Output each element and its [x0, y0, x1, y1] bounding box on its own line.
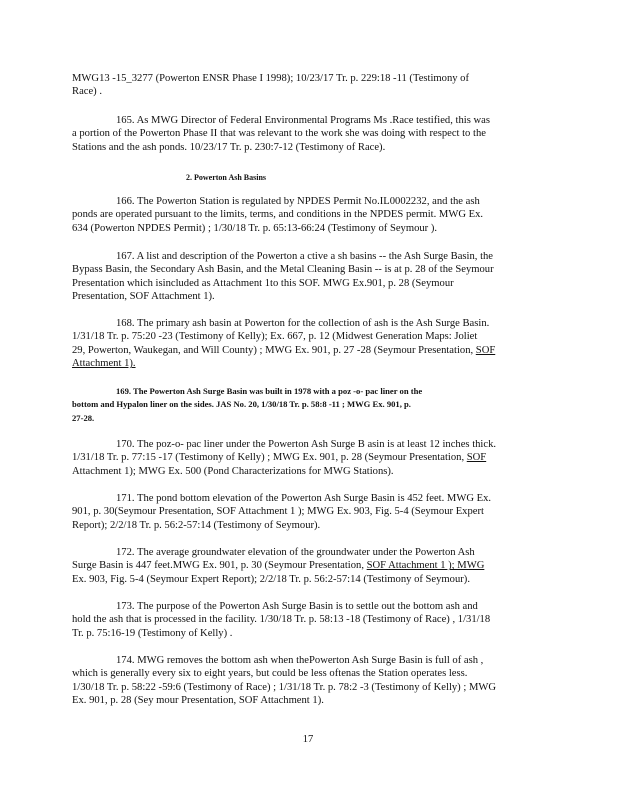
text-line: [72, 344, 544, 357]
paragraph-167: [72, 250, 544, 304]
text-line: Stations and the ash ponds. 10/23/17 Tr. p. 230:7-12 (Testimony of Race).: [72, 141, 386, 153]
text-line: 167. A list and description of the Powerton a ctive a sh basins -- the Ash Surge Basin, the: [116, 251, 494, 262]
paragraph-171: [72, 492, 544, 532]
text-line: 174. MWG removes the bottom ash when thePowerton Ash Surge Basin is full of ash ,: [116, 655, 484, 666]
text-line: 901, p. 30(Seymour Presentation, SOF Attachment 1 ); MWG Ex. 903, Fig. 5-4 (Seymour Expert: [72, 506, 484, 518]
paragraph-166: [72, 195, 544, 235]
text-line: 166. The Powerton Station is regulated by NPDES Permit No.IL0002232, and the ash: [116, 196, 480, 207]
text-line: [72, 451, 544, 464]
text-line: Bypass Basin, the Secondary Ash Basin, and the Metal Cleaning Basin -- is at p. 28 of the Seymour: [72, 264, 494, 276]
text-segment: Surge Basin is 447 feet.MWG Ex. 901, p. 30 (Seymour Presentation,: [72, 560, 364, 572]
paragraph-173: [72, 600, 544, 640]
text-line: hold the ash that is processed in the facility. 1/30/18 Tr. p. 58:13 -18 (Testimony of Race) , 1/31/18: [72, 614, 491, 626]
text-line: 171. The pond bottom elevation of the Powerton Ash Surge Basin is 452 feet. MWG Ex.: [116, 493, 492, 504]
text-line: which is generally every six to eight years, but could be less oftenas the Station operates less.: [72, 668, 468, 680]
text-line: Presentation which isincluded as Attachment 1to this SOF. MWG Ex.901, p. 28 (Seymour: [72, 277, 454, 289]
text-line: a portion of the Powerton Phase II that was relevant to the work she was doing with respect to the: [72, 128, 486, 140]
text-line: ponds are operated pursuant to the limits, terms, and conditions in the NPDES permit. MWG Ex.: [72, 209, 484, 221]
text-line: Race) .: [72, 86, 102, 98]
text-line: 1/30/18 Tr. p. 58:22 -59:6 (Testimony of Race) ; 1/31/18 Tr. p. 78:2 -3 (Testimony of Kelly) ; MWG: [72, 681, 497, 693]
sof-underlined: SOF Attachment 1 ); MWG: [366, 560, 485, 572]
text-segment: 1/31/18 Tr. p. 77:15 -17 (Testimony of Kelly) ; MWG Ex. 901, p. 28 (Seymour Presentation,: [72, 452, 465, 464]
paragraph-165: [72, 114, 544, 154]
section-heading: 2. Powerton Ash Basins: [186, 173, 267, 182]
text-line: 1/31/18 Tr. p. 75:20 -23 (Testimony of Kelly); Ex. 667, p. 12 (Midwest Generation Maps: Joliet: [72, 331, 478, 343]
paragraph-174: [72, 654, 544, 708]
text-segment: 29, Powerton, Waukegan, and Will County) ; MWG Ex. 901, p. 27 -28 (Seymour Presentation,: [72, 344, 474, 356]
text-line: Ex. 903, Fig. 5-4 (Seymour Expert Report); 2/2/18 Tr. p. 56:2-57:14 (Testimony of Seymour).: [72, 573, 470, 585]
text-line: Attachment 1); MWG Ex. 500 (Pond Characterizations for MWG Stations).: [72, 465, 394, 477]
text-line: Report); 2/2/18 Tr. p. 56:2-57:14 (Testimony of Seymour).: [72, 519, 321, 531]
text-line: 170. The poz-o- pac liner under the Powerton Ash Surge B asin is at least 12 inches thick.: [116, 439, 497, 450]
text-line: 172. The average groundwater elevation of the groundwater under the Powerton Ash: [116, 547, 475, 558]
text-line: 168. The primary ash basin at Powerton for the collection of ash is the Ash Surge Basin.: [116, 318, 490, 329]
text-line: 27-28.: [72, 412, 95, 423]
page-number: 17: [302, 734, 314, 745]
intro-paragraph: [72, 72, 544, 99]
text-line: 173. The purpose of the Powerton Ash Surge Basin is to settle out the bottom ash and: [116, 601, 478, 612]
text-line: Attachment 1).: [72, 358, 136, 370]
text-line: [72, 559, 544, 572]
sof-underlined: SOF: [466, 452, 487, 464]
text-line: 169. The Powerton Ash Surge Basin was built in 1978 with a poz -o- pac liner on the: [116, 386, 423, 396]
paragraph-170: [72, 438, 544, 478]
text-line: Tr. p. 75:16-19 (Testimony of Kelly) .: [72, 627, 233, 639]
paragraph-169: [72, 385, 544, 425]
paragraph-172: [72, 546, 544, 586]
text-line: 634 (Powerton NPDES Permit) ; 1/30/18 Tr. p. 65:13-66:24 (Testimony of Seymour ).: [72, 222, 438, 234]
text-line: Presentation, SOF Attachment 1).: [72, 291, 215, 303]
paragraph-168: [72, 317, 544, 371]
text-line: 165. As MWG Director of Federal Environmental Programs Ms .Race testified, this was: [116, 115, 490, 126]
sof-underlined: SOF: [475, 344, 496, 356]
text-line: MWG13 -15_3277 (Powerton ENSR Phase I 1998); 10/23/17 Tr. p. 229:18 -11 (Testimony of: [72, 73, 470, 84]
text-line: bottom and Hypalon liner on the sides. JAS No. 20, 1/30/18 Tr. p. 58:8 -11 ; MWG Ex. 901, p.: [72, 399, 411, 410]
text-line: Ex. 901, p. 28 (Sey mour Presentation, SOF Attachment 1).: [72, 695, 324, 707]
